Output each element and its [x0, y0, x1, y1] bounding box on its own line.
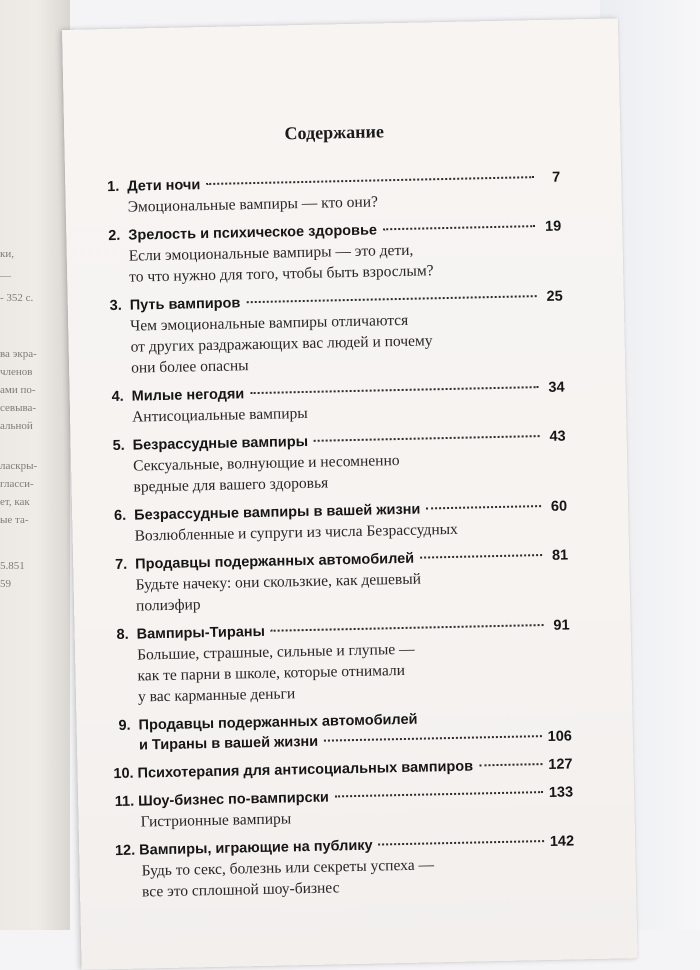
book-page [62, 18, 638, 969]
subtitle-line: все это сплошной шоу-бизнес [141, 879, 340, 901]
dot-leader [383, 225, 535, 230]
toc-page-number: 19 [544, 218, 562, 235]
toc-page-number: 127 [548, 756, 573, 773]
subtitle-line: Сексуальные, волнующие и несомненно [132, 452, 400, 475]
left-page-text: 5.851 [0, 560, 25, 572]
toc-entry-title: Вампиры-Тираны [136, 623, 266, 643]
dot-leader [324, 735, 542, 742]
dot-leader [314, 435, 540, 442]
toc-entry [99, 378, 565, 429]
dot-leader [420, 554, 542, 559]
dot-leader [335, 791, 543, 797]
toc-entry [108, 782, 574, 833]
toc-entry [109, 831, 575, 903]
toc-entry-title: Зрелость и психическое здоровье [128, 222, 378, 244]
toc-entry-subtitle [97, 237, 563, 289]
left-page-text: 59 [0, 578, 11, 590]
toc-entry-title: Дети ночи [127, 177, 201, 195]
toc-entry-number: 11. [114, 793, 135, 811]
toc-entry [98, 287, 565, 380]
subtitle-line: от других раздражающих вас людей и почему [130, 332, 433, 356]
left-page-text: ые та- [0, 514, 29, 526]
toc-entry-number: 10. [113, 765, 134, 783]
toc-entry-title: Продавцы подержанных автомобилей [138, 711, 418, 734]
toc-page-number: 106 [547, 728, 573, 745]
toc-entry-title: Шоу-бизнес по-вампирски [138, 789, 329, 810]
toc-entry-subtitle [98, 307, 564, 380]
left-page-text: ами по- [0, 384, 36, 396]
left-page-text: ет, как [0, 496, 30, 508]
table-of-contents [95, 168, 575, 912]
subtitle-line: они более опасны [130, 357, 249, 377]
subtitle-line: Гистрионные вампиры [140, 810, 292, 831]
subtitle-line: как те парни в школе, которые отнимали [137, 661, 406, 685]
left-page-text: - 352 с. [0, 292, 34, 304]
subtitle-line: Будьте начеку: они скользкие, как дешевый [135, 570, 422, 594]
subtitle-line: у вас карманные деньги [137, 685, 296, 706]
toc-entry [95, 168, 561, 219]
left-page-text: ва экра- [0, 348, 37, 360]
dot-leader [271, 624, 544, 632]
toc-entry-title: и Тираны в вашей жизни [138, 733, 319, 754]
toc-entry-number: 5. [112, 437, 125, 455]
toc-entry-heading [107, 754, 572, 784]
toc-entry-title: Путь вампиров [129, 295, 241, 314]
toc-page-number: 81 [551, 547, 569, 564]
toc-page-number: 25 [546, 288, 563, 305]
toc-entry-number: 12. [114, 842, 136, 860]
toc-entry-title: Вампиры, играющие на публику [139, 837, 373, 859]
page-title: Содержание [284, 121, 385, 144]
dot-leader [206, 176, 534, 185]
toc-entry-number: 4. [111, 388, 124, 406]
left-page-text: гласси- [0, 478, 34, 490]
left-page-text: ки, [0, 248, 14, 260]
toc-entry-subtitle [103, 566, 569, 618]
toc-page-number: 34 [548, 379, 565, 396]
left-page-text: — [0, 270, 11, 282]
toc-entry-number: 1. [107, 178, 120, 196]
toc-entry-subtitle [109, 851, 575, 903]
toc-entry [107, 754, 572, 784]
toc-entry-number: 2. [108, 227, 121, 245]
toc-entry-title: Психотерапия для антисоциальных вампиров [137, 758, 474, 782]
subtitle-line: Антисоциальные вампиры [131, 404, 308, 426]
toc-entry [96, 217, 562, 289]
dot-leader [246, 295, 536, 303]
toc-entry-title: Безрассудные вампиры [132, 433, 309, 454]
toc-page-number: 7 [551, 169, 561, 186]
toc-entry-number: 6. [113, 507, 127, 525]
subtitle-line: Чем эмоциональные вампиры отличаются [130, 311, 409, 335]
toc-page-number: 60 [550, 498, 568, 515]
dot-leader [379, 840, 544, 845]
left-page-text: членов [0, 366, 33, 378]
toc-entry-number: 3. [109, 297, 122, 315]
left-page-text: севыва- [0, 402, 37, 414]
toc-entry-title: Безрассудные вампиры в вашей жизни [134, 501, 421, 524]
left-page-text: альной [0, 420, 33, 432]
dot-leader [479, 763, 542, 766]
toc-page-number: 43 [549, 428, 566, 445]
toc-page-number: 142 [549, 833, 575, 850]
subtitle-line: Будь то секс, болезнь или секреты успеха — [141, 856, 435, 880]
subtitle-line: полиэфир [135, 596, 201, 615]
toc-entry-subtitle [101, 447, 567, 499]
toc-entry [103, 546, 569, 618]
subtitle-line: Эмоциональные вампиры — кто они? [127, 193, 379, 216]
subtitle-line: Если эмоциональные вампиры — это дети, [128, 241, 414, 265]
toc-page-number: 91 [553, 617, 570, 634]
dot-leader [250, 386, 538, 394]
subtitle-line: то что нужно для того, чтобы быть взрослым? [129, 262, 434, 286]
toc-entry [104, 616, 571, 709]
toc-entry-number: 9. [118, 717, 131, 734]
subtitle-line: Возлюбленные и супруги из числа Безрассудных [134, 520, 458, 545]
toc-entry [106, 706, 572, 756]
toc-entry-subtitle [105, 635, 571, 708]
toc-entry-number: 8. [116, 626, 129, 643]
left-page-text: ласкры- [0, 460, 38, 472]
dot-leader [426, 505, 541, 509]
toc-entry-title: Милые негодяи [131, 386, 245, 405]
toc-entry [102, 497, 568, 548]
toc-entry-title: Продавцы подержанных автомобилей [135, 550, 415, 573]
subtitle-line: Большие, страшные, сильные и глупые — [136, 640, 415, 664]
toc-entry-number: 7. [114, 556, 128, 574]
toc-page-number: 133 [548, 784, 574, 801]
subtitle-line: вредные для вашего здоровья [133, 474, 329, 496]
toc-entry [101, 427, 567, 499]
